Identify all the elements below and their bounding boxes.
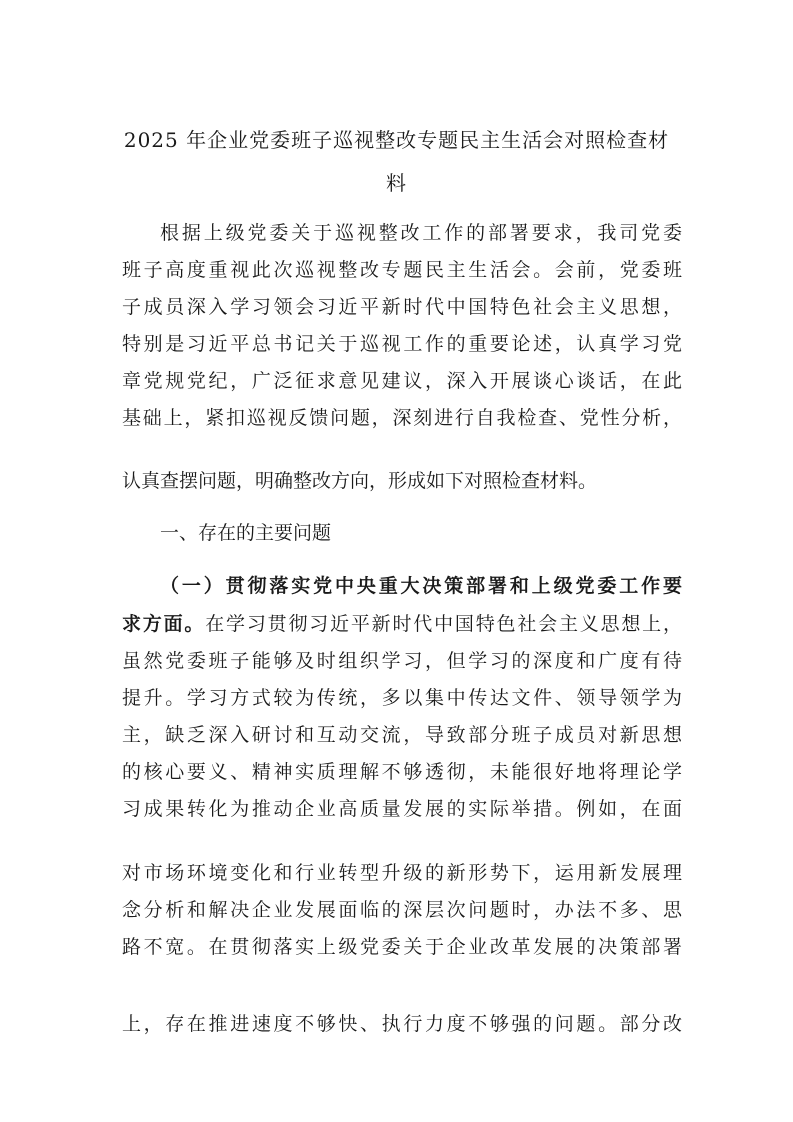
intro-line: 认真查摆问题，明确整改方向，形成如下对照检查材料。 xyxy=(122,470,598,492)
body-line: 对市场环境变化和行业转型升级的新形势下，运用新发展理 xyxy=(122,862,682,884)
body-line: 习成果转化为推动企业高质量发展的实际举措。例如，在面 xyxy=(122,798,682,820)
section-heading: 一、存在的主要问题 xyxy=(160,522,332,544)
intro-line: 基础上，紧扣巡视反馈问题，深刻进行自我检查、党性分析， xyxy=(122,407,682,429)
intro-line: 根据上级党委关于巡视整改工作的部署要求，我司党委 xyxy=(160,222,682,244)
body-line: 虽然党委班子能够及时组织学习，但学习的深度和广度有待 xyxy=(122,650,682,672)
subsection-mixed-line xyxy=(122,611,682,637)
subsection-heading-end: 求方面。 xyxy=(122,613,206,635)
body-line: 路不宽。在贯彻落实上级党委关于企业改革发展的决策部署 xyxy=(122,936,682,958)
body-line: 的核心要义、精神实质理解不够透彻，未能很好地将理论学 xyxy=(122,761,682,783)
document-title-line-2: 料 xyxy=(386,171,407,195)
body-line: 提升。学习方式较为传统，多以集中传达文件、领导领学为 xyxy=(122,687,682,709)
body-text: 在学习贯彻习近平新时代中国特色社会主义思想上， xyxy=(205,613,682,635)
body-line: 上，存在推进速度不够快、执行力度不够强的问题。部分改 xyxy=(122,1013,682,1035)
intro-line: 子成员深入学习领会习近平新时代中国特色社会主义思想， xyxy=(122,296,682,318)
subsection-heading-line: （一）贯彻落实党中央重大决策部署和上级党委工作要 xyxy=(160,575,682,597)
document-title-line-1: 2025 年企业党委班子巡视整改专题民主生活会对照检查材 xyxy=(123,128,670,152)
intro-line: 班子高度重视此次巡视整改专题民主生活会。会前，党委班 xyxy=(122,259,682,281)
intro-line: 章党规党纪，广泛征求意见建议，深入开展谈心谈话，在此 xyxy=(122,370,682,392)
body-line: 念分析和解决企业发展面临的深层次问题时，办法不多、思 xyxy=(122,899,682,921)
body-line: 主，缺乏深入研讨和互动交流，导致部分班子成员对新思想 xyxy=(122,724,682,746)
intro-line: 特别是习近平总书记关于巡视工作的重要论述，认真学习党 xyxy=(122,333,682,355)
